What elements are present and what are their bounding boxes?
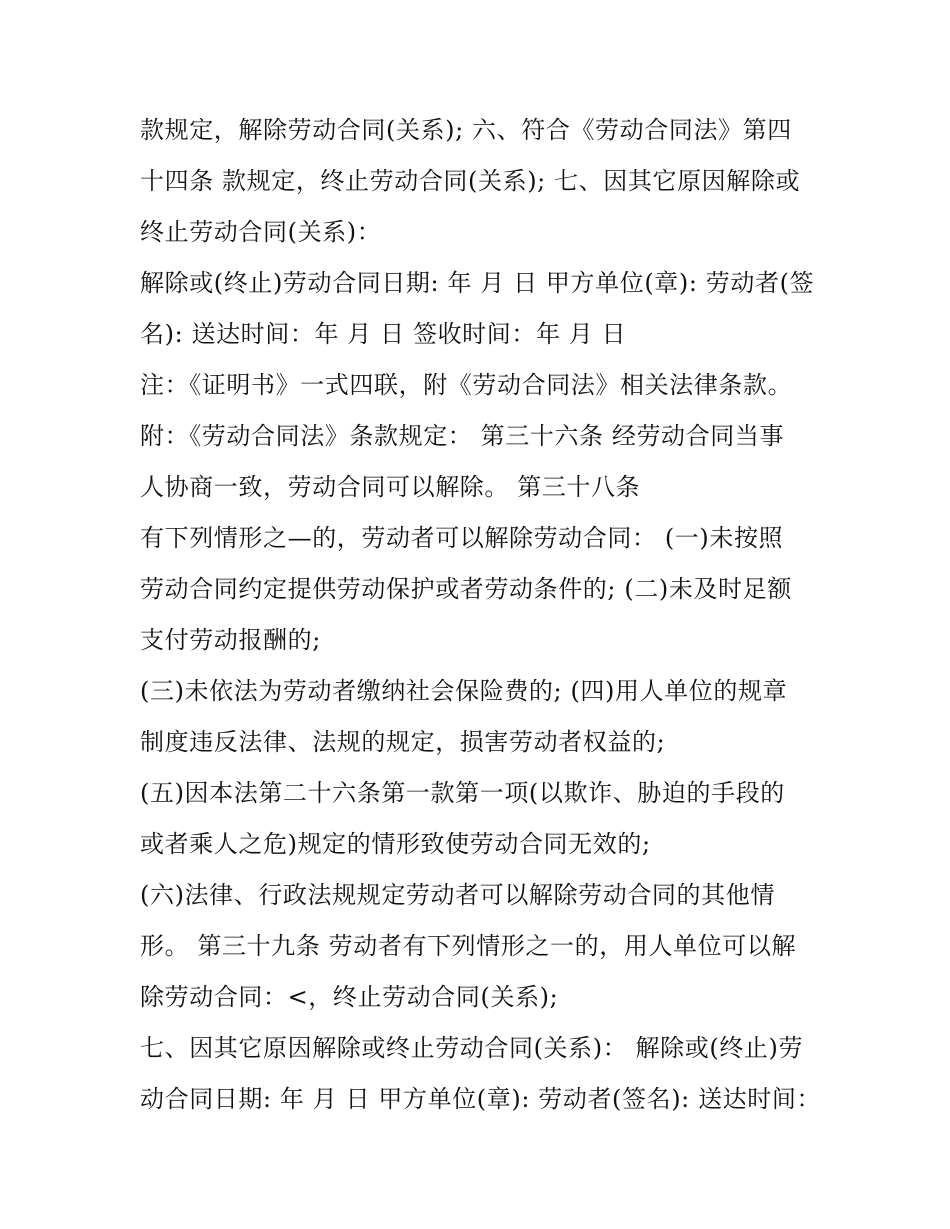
text-line: 十四条 款规定，终止劳动合同(关系); 七、因其它原因解除或 bbox=[140, 167, 801, 195]
text-line: 制度违反法律、法规的规定，损害劳动者权益的; bbox=[140, 728, 666, 756]
document-body bbox=[140, 105, 820, 1125]
text-line: 注：《证明书》一式四联，附《劳动合同法》相关法律条款。 bbox=[140, 371, 793, 399]
text-line: 形。 第三十九条 劳动者有下列情形之一的，用人单位可以解 bbox=[140, 932, 797, 960]
text-line: 七、因其它原因解除或终止劳动合同(关系)： 解除或(终止)劳 bbox=[140, 1034, 804, 1062]
text-line: 解除或(终止)劳动合同日期: 年 月 日 甲方单位(章): 劳动者(签 bbox=[140, 269, 815, 297]
text-line: 有下列情形之—的，劳动者可以解除劳动合同： (一)未按照 bbox=[140, 524, 784, 552]
text-line: 人协商一致，劳动合同可以解除。 第三十八条 bbox=[140, 473, 641, 501]
text-line: 支付劳动报酬的; bbox=[140, 626, 321, 654]
text-line: 款规定，解除劳动合同(关系); 六、符合《劳动合同法》第四 bbox=[140, 116, 792, 144]
text-line: (三)未依法为劳动者缴纳社会保险费的; (四)用人单位的规章 bbox=[140, 677, 788, 705]
text-line: (五)因本法第二十六条第一款第一项(以欺诈、胁迫的手段的 bbox=[140, 779, 785, 807]
text-line: 终止劳动合同(关系)： bbox=[140, 218, 382, 246]
text-line: 或者乘人之危)规定的情形致使劳动合同无效的; bbox=[140, 830, 651, 858]
text-line: 除劳动合同：<，终止劳动合同(关系); bbox=[140, 983, 559, 1011]
text-line: (六)法律、行政法规规定劳动者可以解除劳动合同的其他情 bbox=[140, 881, 775, 909]
text-line: 劳动合同约定提供劳动保护或者劳动条件的; (二)未及时足额 bbox=[140, 575, 792, 603]
text-line: 名): 送达时间：年 月 日 签收时间：年 月 日 bbox=[140, 320, 627, 348]
text-line: 动合同日期: 年 月 日 甲方单位(章): 劳动者(签名): 送达时间： bbox=[140, 1085, 822, 1113]
text-line: 附：《劳动合同法》条款规定： 第三十六条 经劳动合同当事 bbox=[140, 422, 785, 450]
